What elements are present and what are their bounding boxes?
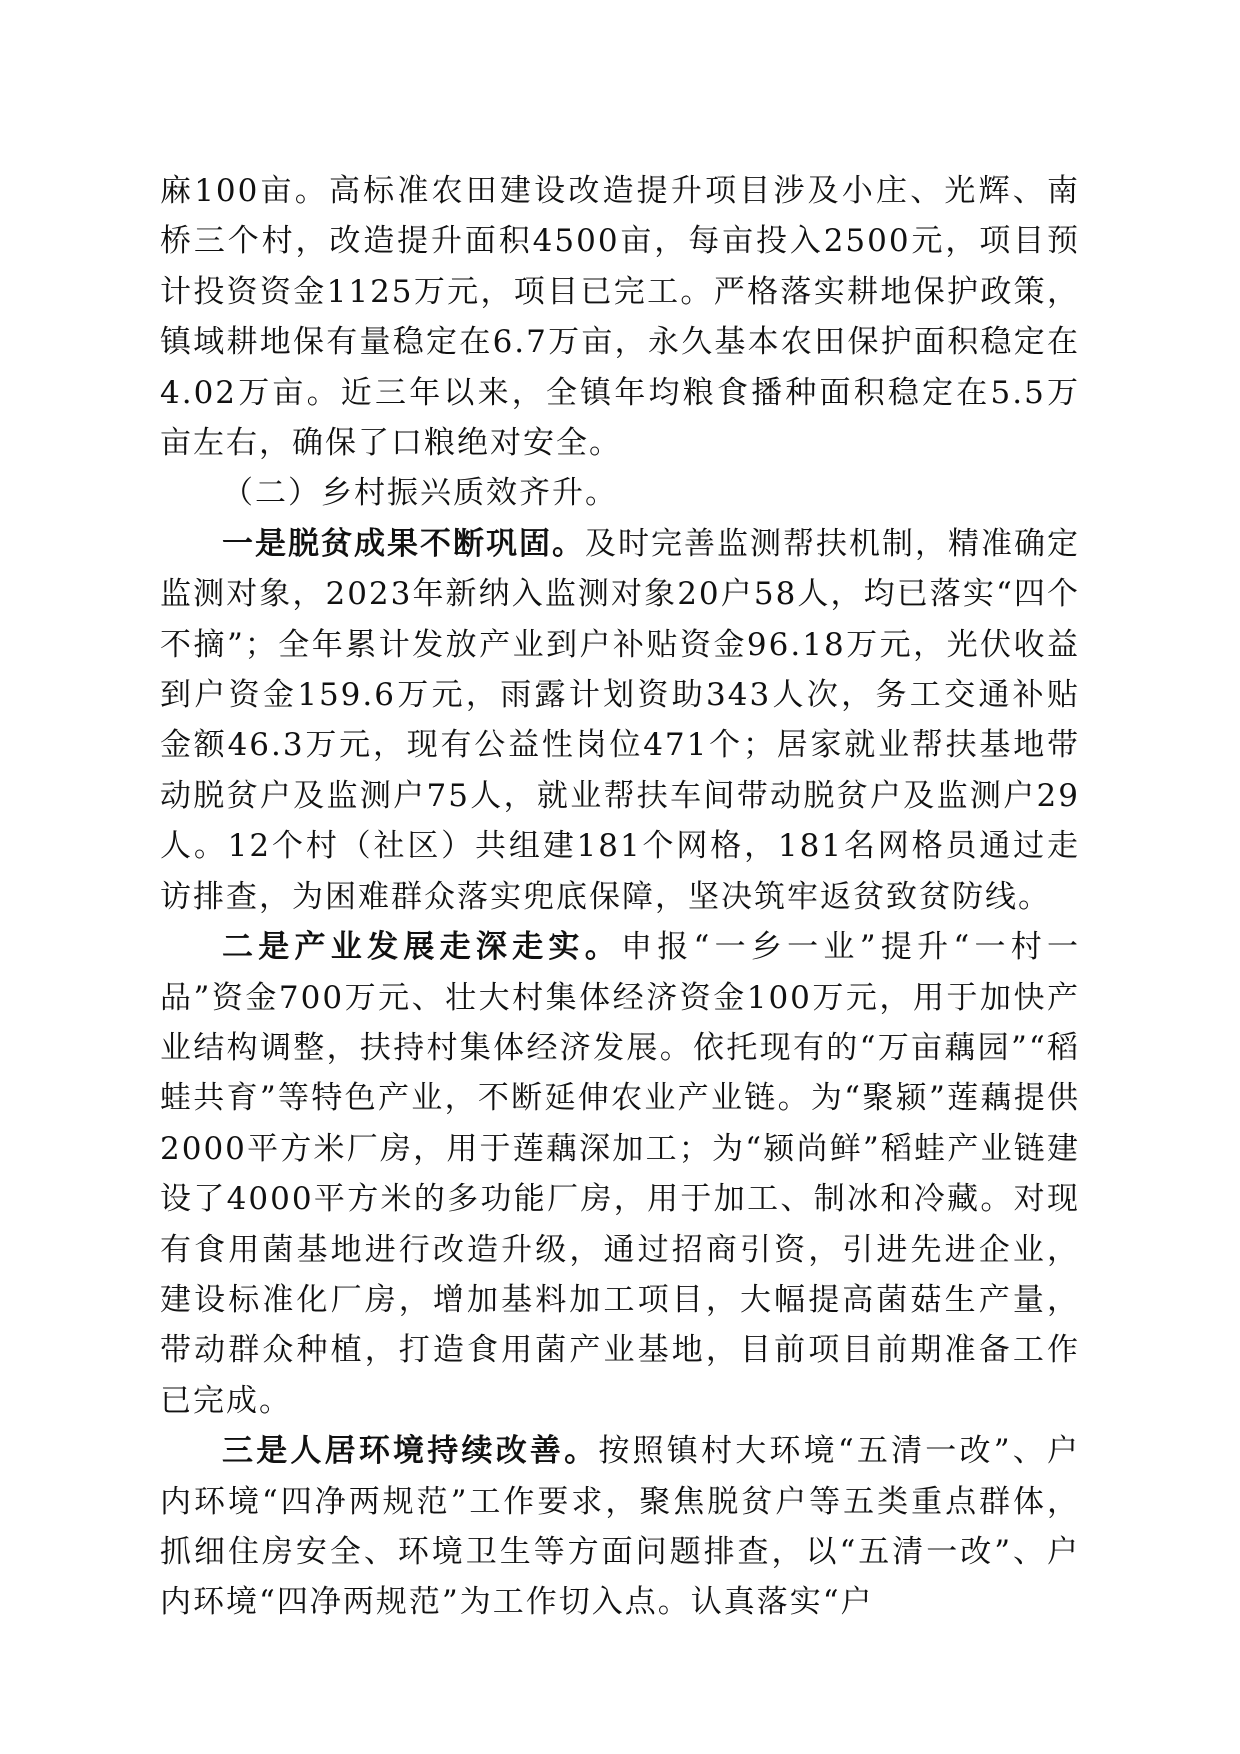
paragraph-lead: 三是人居环境持续改善。 xyxy=(222,1433,599,1470)
paragraph-lead: 一是脱贫成果不断巩固。 xyxy=(222,525,585,562)
paragraph-text: 申报“一乡一业”提升“一村一品”资金700万元、壮大村集体经济资金100万元，用于加快产业结构调整，扶持村集体经济发展。依托现有的“万亩藕园”“稻蛙共育”等特色产业，不断延伸农业产业链。为“聚颍”莲藕提供2000平方米厂房，用于莲藕深加工；为“颍尚鲜”稻蛙产业链建设了4000平方米的多功能厂房，用于加工、制冰和冷藏。对现有食用菌基地进行改造升级，通过招商引资，引进先进企业，建设标准化厂房，增加基料加工项目，大幅提高菌菇生产量，带动群众种植，打造食用菌产业基地，目前项目前期准备工作已完成。 xyxy=(160,929,1081,1419)
document-page xyxy=(160,166,1080,1628)
paragraph-text: 及时完善监测帮扶机制，精准确定监测对象，2023年新纳入监测对象20户58人，均已落实“四个不摘”；全年累计发放产业到户补贴资金96.18万元，光伏收益到户资金159.6万元，雨露计划资助343人次，务工交通补贴金额46.3万元，现有公益性岗位471个；居家就业帮扶基地带动脱贫户及监测户75人，就业帮扶车间带动脱贫户及监测户29人。12个村（社区）共组建181个网格，181名网格员通过走访排查，为困难群众落实兜底保障，坚决筑牢返贫致贫防线。 xyxy=(160,525,1080,915)
paragraph-text: 按照镇村大环境“五清一改”、户内环境“四净两规范”工作要求，聚焦脱贫户等五类重点群体，抓细住房安全、环境卫生等方面问题排查，以“五清一改”、户内环境“四净两规范”为工作切入点。认真落实“户 xyxy=(160,1433,1081,1621)
section-heading: （二）乡村振兴质效齐升。 xyxy=(222,475,618,512)
paragraph-text: 麻100亩。高标准农田建设改造提升项目涉及小庄、光辉、南桥三个村，改造提升面积4500亩，每亩投入2500元，项目预计投资资金1125万元，项目已完工。严格落实耕地保护政策，镇域耕地保有量稳定在6.7万亩，永久基本农田保护面积稳定在4.02万亩。近三年以来，全镇年均粮食播种面积稳定在5.5万亩左右，确保了口粮绝对安全。 xyxy=(160,173,1080,462)
paragraph-farmland xyxy=(160,166,1080,468)
paragraph-industry xyxy=(160,922,1080,1426)
paragraph-environment xyxy=(160,1426,1080,1628)
paragraph-lead: 二是产业发展走深走实。 xyxy=(222,929,621,966)
paragraph-poverty xyxy=(160,519,1080,922)
